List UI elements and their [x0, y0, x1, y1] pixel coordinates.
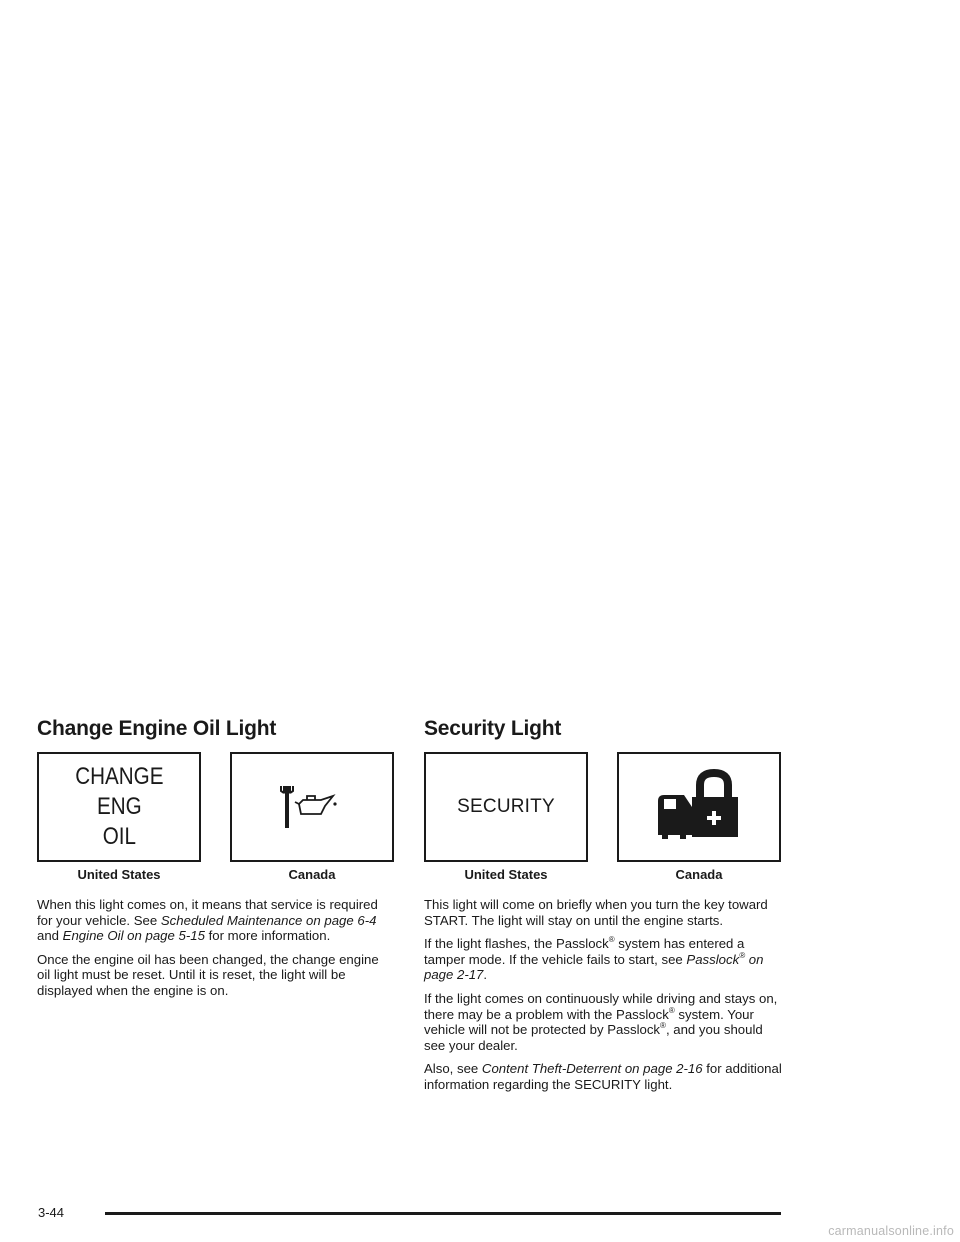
- change-engine-oil-section: [37, 716, 395, 1007]
- registered-mark: ®: [660, 1021, 666, 1031]
- paragraph: Once the engine oil has been changed, the change engine oil light must be reset. Until it is reset, the light will be displayed when the engine is on.: [37, 951, 379, 998]
- caption-united-states: United States: [464, 867, 548, 882]
- oil-light-captions: [37, 867, 394, 883]
- oil-can-icon: [277, 782, 347, 832]
- page-number: 3-44: [38, 1205, 65, 1220]
- caption-canada: Canada: [288, 867, 336, 882]
- vehicle-padlock-icon: [654, 767, 744, 847]
- paragraph: Also, see Content Theft-Deterrent on page 2-16 for additional information regarding the SECURITY light.: [424, 1061, 782, 1092]
- caption-canada: Canada: [675, 867, 723, 882]
- paragraph: If the light comes on continuously while driving and stays on, there may be a problem with the Passlock® system. Your vehicle will not be protected by Passlock®, and you should see your dealer.: [424, 990, 778, 1053]
- content-theft-deterrent-link[interactable]: Content Theft-Deterrent on page 2-16: [481, 1061, 703, 1077]
- security-light-section: [424, 716, 782, 1101]
- engine-oil-link[interactable]: Engine Oil on page 5-15: [62, 928, 205, 944]
- security-text: SECURITY: [457, 796, 555, 817]
- oil-line: OIL: [102, 823, 136, 850]
- section-heading-security: Security Light: [424, 717, 562, 740]
- change-oil-symbol-canada: [230, 752, 394, 862]
- paragraph: This light will come on briefly when you turn the key toward START. The light will stay on until the engine starts.: [424, 897, 768, 928]
- paragraph: When this light comes on, it means that service is required for your vehicle. See Scheduled Maintenance on page 6-4 and Engine Oil on page 5-15 for more information.: [37, 897, 378, 944]
- change-eng-oil-symbol-us: [37, 752, 201, 862]
- scheduled-maintenance-link[interactable]: Scheduled Maintenance on page 6-4: [160, 912, 377, 928]
- footer-divider: [105, 1212, 781, 1215]
- change-eng-oil-text: [75, 762, 163, 852]
- security-body: [424, 897, 782, 1093]
- security-symbol-us: [424, 752, 588, 862]
- section-heading-change-oil: Change Engine Oil Light: [37, 717, 277, 740]
- caption-united-states: United States: [77, 867, 161, 882]
- registered-mark: ®: [668, 1005, 675, 1015]
- change-line: CHANGE: [74, 763, 164, 790]
- security-light-icons: [424, 752, 781, 862]
- change-oil-body: [37, 897, 395, 999]
- registered-mark: ®: [608, 935, 615, 945]
- registered-mark: ®: [739, 950, 746, 960]
- security-symbol-canada: [617, 752, 781, 862]
- watermark: carmanualsonline.info: [828, 1224, 954, 1238]
- oil-light-icons: [37, 752, 394, 862]
- paragraph: If the light flashes, the Passlock® system has entered a tamper mode. If the vehicle fails to start, see Passlock® on page 2-17.: [424, 935, 764, 983]
- security-light-captions: [424, 867, 781, 883]
- passlock-link[interactable]: Passlock® on page 2-17: [424, 950, 764, 983]
- eng-line: ENG: [96, 793, 142, 820]
